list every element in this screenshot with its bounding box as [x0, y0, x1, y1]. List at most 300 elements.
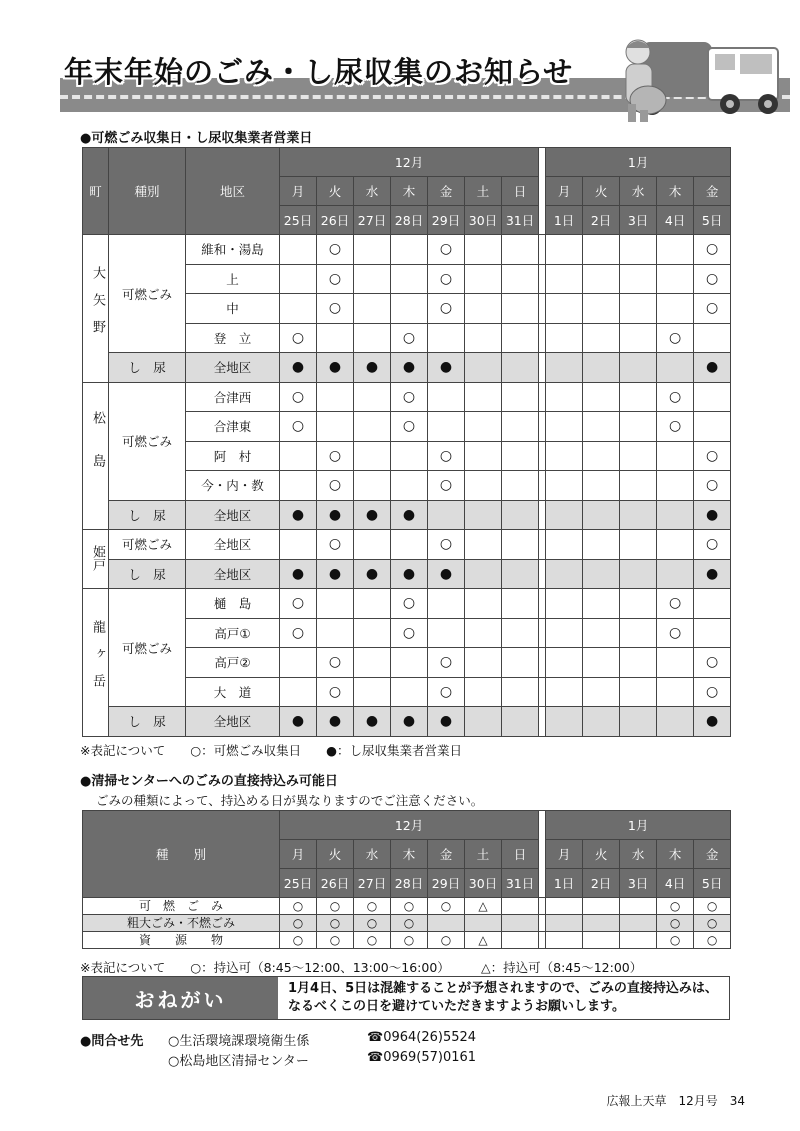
mark-cell: [465, 915, 502, 932]
mark-cell: ○: [391, 589, 428, 619]
type-cell: し 尿: [109, 559, 186, 589]
mark-cell: [583, 323, 620, 353]
month-header-jan: 1月: [546, 811, 731, 840]
weekday-cell: 月: [280, 840, 317, 869]
mark-cell: [465, 441, 502, 471]
column-gap: [539, 353, 546, 383]
mark-cell: [546, 618, 583, 648]
mark-cell: [502, 264, 539, 294]
header-row-month: [83, 148, 731, 177]
mark-cell: ●: [391, 707, 428, 737]
mark-cell: ○: [391, 382, 428, 412]
mark-cell: [583, 353, 620, 383]
mark-cell: [620, 323, 657, 353]
mark-cell: [620, 264, 657, 294]
mark-cell: [546, 898, 583, 915]
type-cell: し 尿: [109, 353, 186, 383]
mark-cell: ○: [694, 898, 731, 915]
mark-cell: [391, 294, 428, 324]
date-cell: 5日: [694, 869, 731, 898]
date-cell: 28日: [391, 869, 428, 898]
mark-cell: ●: [391, 353, 428, 383]
weekday-cell: 火: [317, 177, 354, 206]
date-cell: 31日: [502, 206, 539, 235]
column-gap: [539, 648, 546, 678]
mark-cell: [546, 441, 583, 471]
type-cell: 可燃ごみ: [109, 589, 186, 707]
mark-cell: [354, 471, 391, 501]
mark-cell: ○: [657, 618, 694, 648]
mark-cell: [280, 294, 317, 324]
mark-cell: [502, 677, 539, 707]
mark-cell: [546, 264, 583, 294]
mark-cell: [317, 412, 354, 442]
weekday-cell: 水: [620, 177, 657, 206]
section1-heading: ●可燃ごみ収集日・し尿収集業者営業日: [80, 131, 313, 146]
mark-cell: [391, 471, 428, 501]
mark-cell: [620, 500, 657, 530]
mark-cell: [280, 648, 317, 678]
mark-cell: [391, 441, 428, 471]
mark-cell: [620, 412, 657, 442]
weekday-cell: 火: [317, 840, 354, 869]
mark-cell: ○: [428, 471, 465, 501]
mark-cell: ○: [354, 915, 391, 932]
mark-cell: [428, 323, 465, 353]
area-cell: 高戸①: [186, 618, 280, 648]
mark-cell: [657, 235, 694, 265]
date-cell: 4日: [657, 869, 694, 898]
dropoff-type-cell: 資 源 物: [83, 932, 280, 949]
contact-label: ●問合せ先: [80, 1034, 144, 1049]
mark-cell: [354, 677, 391, 707]
date-cell: 26日: [317, 206, 354, 235]
mark-cell: [280, 264, 317, 294]
type-cell: 可燃ごみ: [109, 530, 186, 560]
mark-cell: ○: [280, 932, 317, 949]
date-cell: 29日: [428, 869, 465, 898]
area-cell: 全地区: [186, 500, 280, 530]
mark-cell: ●: [354, 707, 391, 737]
mark-cell: ●: [694, 500, 731, 530]
weekday-cell: 火: [583, 177, 620, 206]
date-cell: 3日: [620, 206, 657, 235]
mark-cell: ○: [317, 471, 354, 501]
mark-cell: ●: [280, 559, 317, 589]
mark-cell: [354, 441, 391, 471]
column-gap: [539, 677, 546, 707]
type-cell: 可燃ごみ: [109, 382, 186, 500]
mark-cell: [657, 471, 694, 501]
column-gap: [539, 589, 546, 619]
town-name: 姫戸: [90, 544, 105, 571]
mark-cell: ○: [657, 898, 694, 915]
mark-cell: [428, 382, 465, 412]
mark-cell: [391, 530, 428, 560]
mark-cell: [657, 353, 694, 383]
area-cell: 上: [186, 264, 280, 294]
mark-cell: [546, 412, 583, 442]
mark-cell: [465, 618, 502, 648]
schedule-row-burnable: [83, 382, 731, 412]
mark-cell: ●: [317, 707, 354, 737]
area-cell: 全地区: [186, 530, 280, 560]
mark-cell: [583, 932, 620, 949]
mark-cell: [502, 471, 539, 501]
weekday-cell: 水: [354, 840, 391, 869]
mark-cell: [583, 559, 620, 589]
mark-cell: ○: [317, 530, 354, 560]
column-gap: [539, 707, 546, 737]
mark-cell: ○: [428, 648, 465, 678]
mark-cell: [354, 323, 391, 353]
mark-cell: [583, 235, 620, 265]
town-name: 大矢野: [90, 266, 105, 348]
mark-cell: [391, 677, 428, 707]
mark-cell: ○: [280, 323, 317, 353]
contact-phone-1: ☎0964(26)5524: [367, 1030, 477, 1045]
mark-cell: ○: [391, 898, 428, 915]
mark-cell: ●: [317, 559, 354, 589]
mark-cell: [354, 648, 391, 678]
collection-schedule-table: [82, 147, 731, 737]
mark-cell: [391, 264, 428, 294]
mark-cell: ○: [694, 264, 731, 294]
mark-cell: ●: [354, 500, 391, 530]
mark-cell: [657, 500, 694, 530]
mark-cell: ○: [317, 915, 354, 932]
date-cell: 27日: [354, 206, 391, 235]
mark-cell: [657, 677, 694, 707]
mark-cell: ●: [391, 500, 428, 530]
mark-cell: ○: [428, 677, 465, 707]
dropoff-row: [83, 932, 731, 949]
mark-cell: ○: [428, 441, 465, 471]
mark-cell: [694, 382, 731, 412]
mark-cell: [354, 382, 391, 412]
mark-cell: △: [465, 898, 502, 915]
weekday-cell: 木: [391, 840, 428, 869]
mark-cell: [280, 441, 317, 471]
mark-cell: [546, 932, 583, 949]
area-cell: 維和・湯島: [186, 235, 280, 265]
mark-cell: [546, 677, 583, 707]
weekday-cell: 水: [620, 840, 657, 869]
mark-cell: [502, 559, 539, 589]
mark-cell: [546, 294, 583, 324]
mark-cell: ○: [280, 898, 317, 915]
date-cell: 30日: [465, 206, 502, 235]
section2-legend: ※表記について ○：持込可（8:45～12:00、13:00～16:00） △：持込可（8:45～12:00）: [80, 960, 643, 975]
mark-cell: [354, 530, 391, 560]
mark-cell: ○: [694, 932, 731, 949]
dropoff-type-cell: 可 燃 ご み: [83, 898, 280, 915]
column-gap: [539, 898, 546, 915]
mark-cell: ○: [428, 235, 465, 265]
month-gap: [539, 148, 546, 235]
mark-cell: ●: [391, 559, 428, 589]
mark-cell: [546, 530, 583, 560]
mark-cell: [502, 648, 539, 678]
mark-cell: [583, 382, 620, 412]
mark-cell: [502, 589, 539, 619]
town-header: 町: [83, 148, 109, 235]
schedule-row-nightsoil: [83, 500, 731, 530]
mark-cell: [694, 618, 731, 648]
mark-cell: [620, 618, 657, 648]
column-gap: [539, 932, 546, 949]
mark-cell: [546, 559, 583, 589]
weekday-cell: 火: [583, 840, 620, 869]
area-cell: 阿 村: [186, 441, 280, 471]
column-gap: [539, 412, 546, 442]
column-gap: [539, 471, 546, 501]
type-header: 種 別: [83, 811, 280, 898]
mark-cell: ○: [428, 932, 465, 949]
mark-cell: [657, 530, 694, 560]
date-cell: 27日: [354, 869, 391, 898]
mark-cell: ●: [317, 500, 354, 530]
town-name-cell: [83, 382, 109, 530]
date-cell: 1日: [546, 206, 583, 235]
mark-cell: [317, 618, 354, 648]
mark-cell: [694, 412, 731, 442]
weekday-cell: 日: [502, 840, 539, 869]
area-cell: 全地区: [186, 559, 280, 589]
mark-cell: ○: [694, 235, 731, 265]
mark-cell: [465, 707, 502, 737]
date-cell: 2日: [583, 869, 620, 898]
mark-cell: [583, 677, 620, 707]
mark-cell: ○: [428, 294, 465, 324]
page-footer: 広報上天草 12月号 34: [606, 1094, 745, 1108]
mark-cell: ●: [354, 353, 391, 383]
mark-cell: [546, 500, 583, 530]
mark-cell: [583, 707, 620, 737]
schedule-row-burnable: [83, 589, 731, 619]
weekday-cell: 日: [502, 177, 539, 206]
area-cell: 今・内・教: [186, 471, 280, 501]
column-gap: [539, 559, 546, 589]
mark-cell: [583, 264, 620, 294]
dropoff-row: [83, 915, 731, 932]
mark-cell: [657, 441, 694, 471]
mark-cell: ○: [694, 294, 731, 324]
mark-cell: [280, 235, 317, 265]
mark-cell: ○: [317, 898, 354, 915]
weekday-cell: 水: [354, 177, 391, 206]
column-gap: [539, 618, 546, 648]
mark-cell: [465, 530, 502, 560]
mark-cell: [428, 589, 465, 619]
schedule-row-nightsoil: [83, 559, 731, 589]
mark-cell: [502, 707, 539, 737]
mark-cell: ○: [391, 932, 428, 949]
mark-cell: ○: [657, 932, 694, 949]
mark-cell: ○: [354, 898, 391, 915]
mark-cell: [620, 589, 657, 619]
mark-cell: ○: [317, 677, 354, 707]
mark-cell: ○: [657, 382, 694, 412]
mark-cell: [583, 412, 620, 442]
mark-cell: ○: [354, 932, 391, 949]
mark-cell: [620, 898, 657, 915]
mark-cell: [620, 707, 657, 737]
mark-cell: [465, 353, 502, 383]
type-cell: し 尿: [109, 707, 186, 737]
mark-cell: [465, 589, 502, 619]
town-name-cell: [83, 530, 109, 589]
column-gap: [539, 294, 546, 324]
mark-cell: ○: [391, 915, 428, 932]
mark-cell: [620, 915, 657, 932]
mark-cell: [317, 589, 354, 619]
mark-cell: [546, 235, 583, 265]
mark-cell: [465, 500, 502, 530]
mark-cell: [546, 382, 583, 412]
mark-cell: [502, 915, 539, 932]
weekday-cell: 金: [428, 840, 465, 869]
contact-name-2: ○松島地区清掃センター: [168, 1054, 309, 1069]
column-gap: [539, 323, 546, 353]
mark-cell: [354, 618, 391, 648]
mark-cell: [546, 323, 583, 353]
schedule-row-nightsoil: [83, 353, 731, 383]
mark-cell: [354, 235, 391, 265]
mark-cell: [391, 648, 428, 678]
mark-cell: [620, 353, 657, 383]
date-cell: 28日: [391, 206, 428, 235]
mark-cell: ○: [428, 264, 465, 294]
mark-cell: [657, 559, 694, 589]
mark-cell: [546, 707, 583, 737]
type-cell: 可燃ごみ: [109, 235, 186, 353]
mark-cell: [465, 294, 502, 324]
mark-cell: [465, 471, 502, 501]
mark-cell: [317, 323, 354, 353]
mark-cell: ○: [317, 648, 354, 678]
column-gap: [539, 500, 546, 530]
mark-cell: [502, 530, 539, 560]
mark-cell: [583, 589, 620, 619]
weekday-cell: 月: [546, 840, 583, 869]
header-row-month: [83, 811, 731, 840]
mark-cell: [620, 648, 657, 678]
mark-cell: [354, 589, 391, 619]
mark-cell: [465, 235, 502, 265]
mark-cell: [502, 618, 539, 648]
mark-cell: [546, 648, 583, 678]
month-header-dec: 12月: [280, 811, 539, 840]
mark-cell: ○: [280, 915, 317, 932]
date-cell: 29日: [428, 206, 465, 235]
weekday-cell: 木: [657, 177, 694, 206]
dropoff-type-cell: 粗大ごみ・不燃ごみ: [83, 915, 280, 932]
mark-cell: [465, 323, 502, 353]
mark-cell: ●: [694, 559, 731, 589]
area-cell: 合津西: [186, 382, 280, 412]
page-title: 年末年始のごみ・し尿収集のお知らせ: [64, 55, 574, 89]
type-cell: し 尿: [109, 500, 186, 530]
mark-cell: [465, 382, 502, 412]
mark-cell: [583, 471, 620, 501]
date-cell: 1日: [546, 869, 583, 898]
mark-cell: [280, 471, 317, 501]
mark-cell: [620, 235, 657, 265]
garbage-truck-illustration: [600, 20, 795, 130]
page-header: [60, 40, 790, 140]
month-header-dec: 12月: [280, 148, 539, 177]
mark-cell: [465, 264, 502, 294]
mark-cell: ●: [280, 707, 317, 737]
weekday-cell: 木: [657, 840, 694, 869]
mark-cell: ○: [657, 589, 694, 619]
mark-cell: [354, 264, 391, 294]
column-gap: [539, 264, 546, 294]
mark-cell: ○: [280, 618, 317, 648]
mark-cell: [620, 530, 657, 560]
area-cell: 全地区: [186, 707, 280, 737]
mark-cell: ○: [694, 915, 731, 932]
column-gap: [539, 235, 546, 265]
mark-cell: ○: [391, 323, 428, 353]
date-cell: 25日: [280, 869, 317, 898]
drop-off-schedule-table: [82, 810, 731, 949]
weekday-cell: 月: [280, 177, 317, 206]
section1-legend: ※表記について ○：可燃ごみ収集日 ●：し尿収集業者営業日: [80, 743, 463, 758]
mark-cell: [502, 898, 539, 915]
mark-cell: ○: [391, 618, 428, 648]
schedule-row-nightsoil: [83, 707, 731, 737]
mark-cell: ●: [317, 353, 354, 383]
mark-cell: [428, 500, 465, 530]
column-gap: [539, 441, 546, 471]
mark-cell: ○: [317, 932, 354, 949]
month-header-jan: 1月: [546, 148, 731, 177]
mark-cell: ●: [354, 559, 391, 589]
mark-cell: ●: [280, 500, 317, 530]
mark-cell: [583, 530, 620, 560]
mark-cell: [583, 898, 620, 915]
mark-cell: ○: [391, 412, 428, 442]
date-cell: 31日: [502, 869, 539, 898]
column-gap: [539, 530, 546, 560]
mark-cell: [465, 412, 502, 442]
weekday-cell: 土: [465, 840, 502, 869]
date-cell: 25日: [280, 206, 317, 235]
section2-heading: ●清掃センターへのごみの直接持込み可能日: [80, 774, 338, 789]
mark-cell: ○: [694, 530, 731, 560]
area-cell: 樋 島: [186, 589, 280, 619]
mark-cell: [546, 353, 583, 383]
mark-cell: [657, 294, 694, 324]
weekday-cell: 土: [465, 177, 502, 206]
schedule-row-burnable: [83, 235, 731, 265]
mark-cell: ○: [694, 471, 731, 501]
mark-cell: ●: [694, 353, 731, 383]
schedule-row-burnable: [83, 530, 731, 560]
mark-cell: [502, 235, 539, 265]
date-cell: 5日: [694, 206, 731, 235]
mark-cell: [502, 323, 539, 353]
mark-cell: [620, 677, 657, 707]
mark-cell: ○: [280, 382, 317, 412]
request-label: おねがい: [83, 977, 278, 1019]
mark-cell: ●: [428, 559, 465, 589]
area-header: 地区: [186, 148, 280, 235]
mark-cell: ○: [317, 441, 354, 471]
mark-cell: ○: [317, 264, 354, 294]
